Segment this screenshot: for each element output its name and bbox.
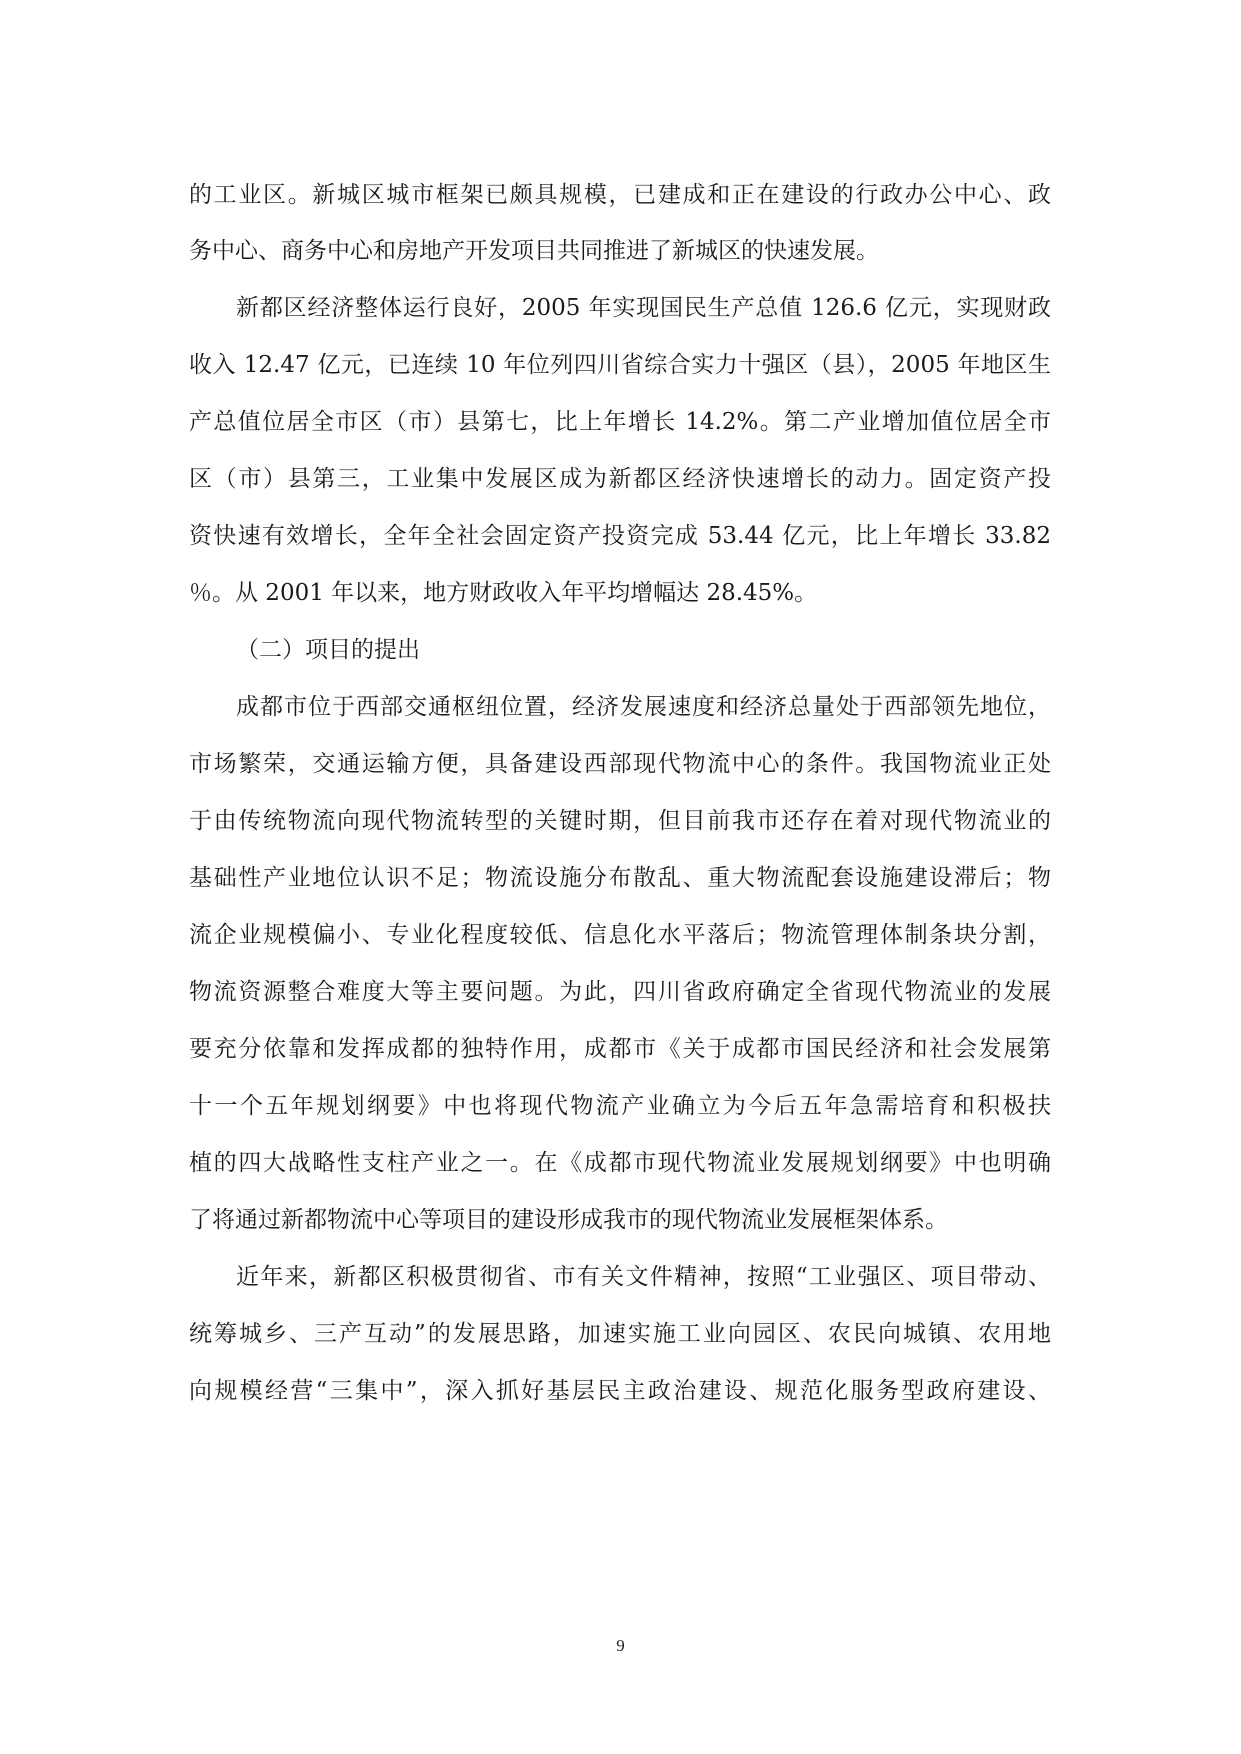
paragraph-3-line-5: 流企业规模偏小、专业化程度较低、信息化水平落后；物流管理体制条块分割， bbox=[189, 922, 1051, 948]
paragraph-2-line-3: 产总值位居全市区（市）县第七，比上年增长 14.2%。第二产业增加值位居全市 bbox=[189, 409, 1051, 435]
paragraph-2-line-2: 收入 12.47 亿元，已连续 10 年位列四川省综合实力十强区（县），2005 年地区生 bbox=[189, 352, 1051, 378]
paragraph-2-line-6: ％。从 2001 年以来，地方财政收入年平均增幅达 28.45%。 bbox=[189, 580, 818, 606]
paragraph-3-line-6: 物流资源整合难度大等主要问题。为此，四川省政府确定全省现代物流业的发展 bbox=[189, 979, 1051, 1005]
page-number: 9 bbox=[616, 1636, 625, 1655]
paragraph-4-line-3: 向规模经营“三集中”，深入抓好基层民主政治建设、规范化服务型政府建设、 bbox=[189, 1378, 1051, 1404]
paragraph-3-line-1: 成都市位于西部交通枢纽位置，经济发展速度和经济总量处于西部领先地位， bbox=[236, 694, 1051, 720]
paragraph-3-line-3: 于由传统物流向现代物流转型的关键时期，但目前我市还存在着对现代物流业的 bbox=[189, 808, 1051, 834]
paragraph-4-line-2: 统筹城乡、三产互动”的发展思路，加速实施工业向园区、农民向城镇、农用地 bbox=[189, 1321, 1051, 1347]
paragraph-3-line-10: 了将通过新都物流中心等项目的建设形成我市的现代物流业发展框架体系。 bbox=[189, 1207, 948, 1233]
paragraph-2-line-4: 区（市）县第三，工业集中发展区成为新都区经济快速增长的动力。固定资产投 bbox=[189, 466, 1051, 492]
paragraph-2-line-1: 新都区经济整体运行良好，2005 年实现国民生产总值 126.6 亿元，实现财政 bbox=[236, 295, 1051, 321]
paragraph-1-line-1: 的工业区。新城区城市框架已颇具规模，已建成和正在建设的行政办公中心、政 bbox=[189, 182, 1051, 208]
paragraph-3-line-7: 要充分依靠和发挥成都的独特作用，成都市《关于成都市国民经济和社会发展第 bbox=[189, 1036, 1051, 1062]
paragraph-1-line-2: 务中心、商务中心和房地产开发项目共同推进了新城区的快速发展。 bbox=[189, 238, 879, 264]
paragraph-3-line-2: 市场繁荣，交通运输方便，具备建设西部现代物流中心的条件。我国物流业正处 bbox=[189, 751, 1051, 777]
paragraph-3-line-8: 十一个五年规划纲要》中也将现代物流产业确立为今后五年急需培育和积极扶 bbox=[189, 1093, 1051, 1119]
paragraph-3-line-9: 植的四大战略性支柱产业之一。在《成都市现代物流业发展规划纲要》中也明确 bbox=[189, 1150, 1051, 1176]
paragraph-3-line-4: 基础性产业地位认识不足；物流设施分布散乱、重大物流配套设施建设滞后；物 bbox=[189, 865, 1051, 891]
paragraph-4-line-1: 近年来，新都区积极贯彻省、市有关文件精神，按照“工业强区、项目带动、 bbox=[236, 1264, 1051, 1290]
section-heading: （二）项目的提出 bbox=[236, 637, 420, 663]
paragraph-2-line-5: 资快速有效增长，全年全社会固定资产投资完成 53.44 亿元，比上年增长 33.82 bbox=[189, 523, 1051, 549]
